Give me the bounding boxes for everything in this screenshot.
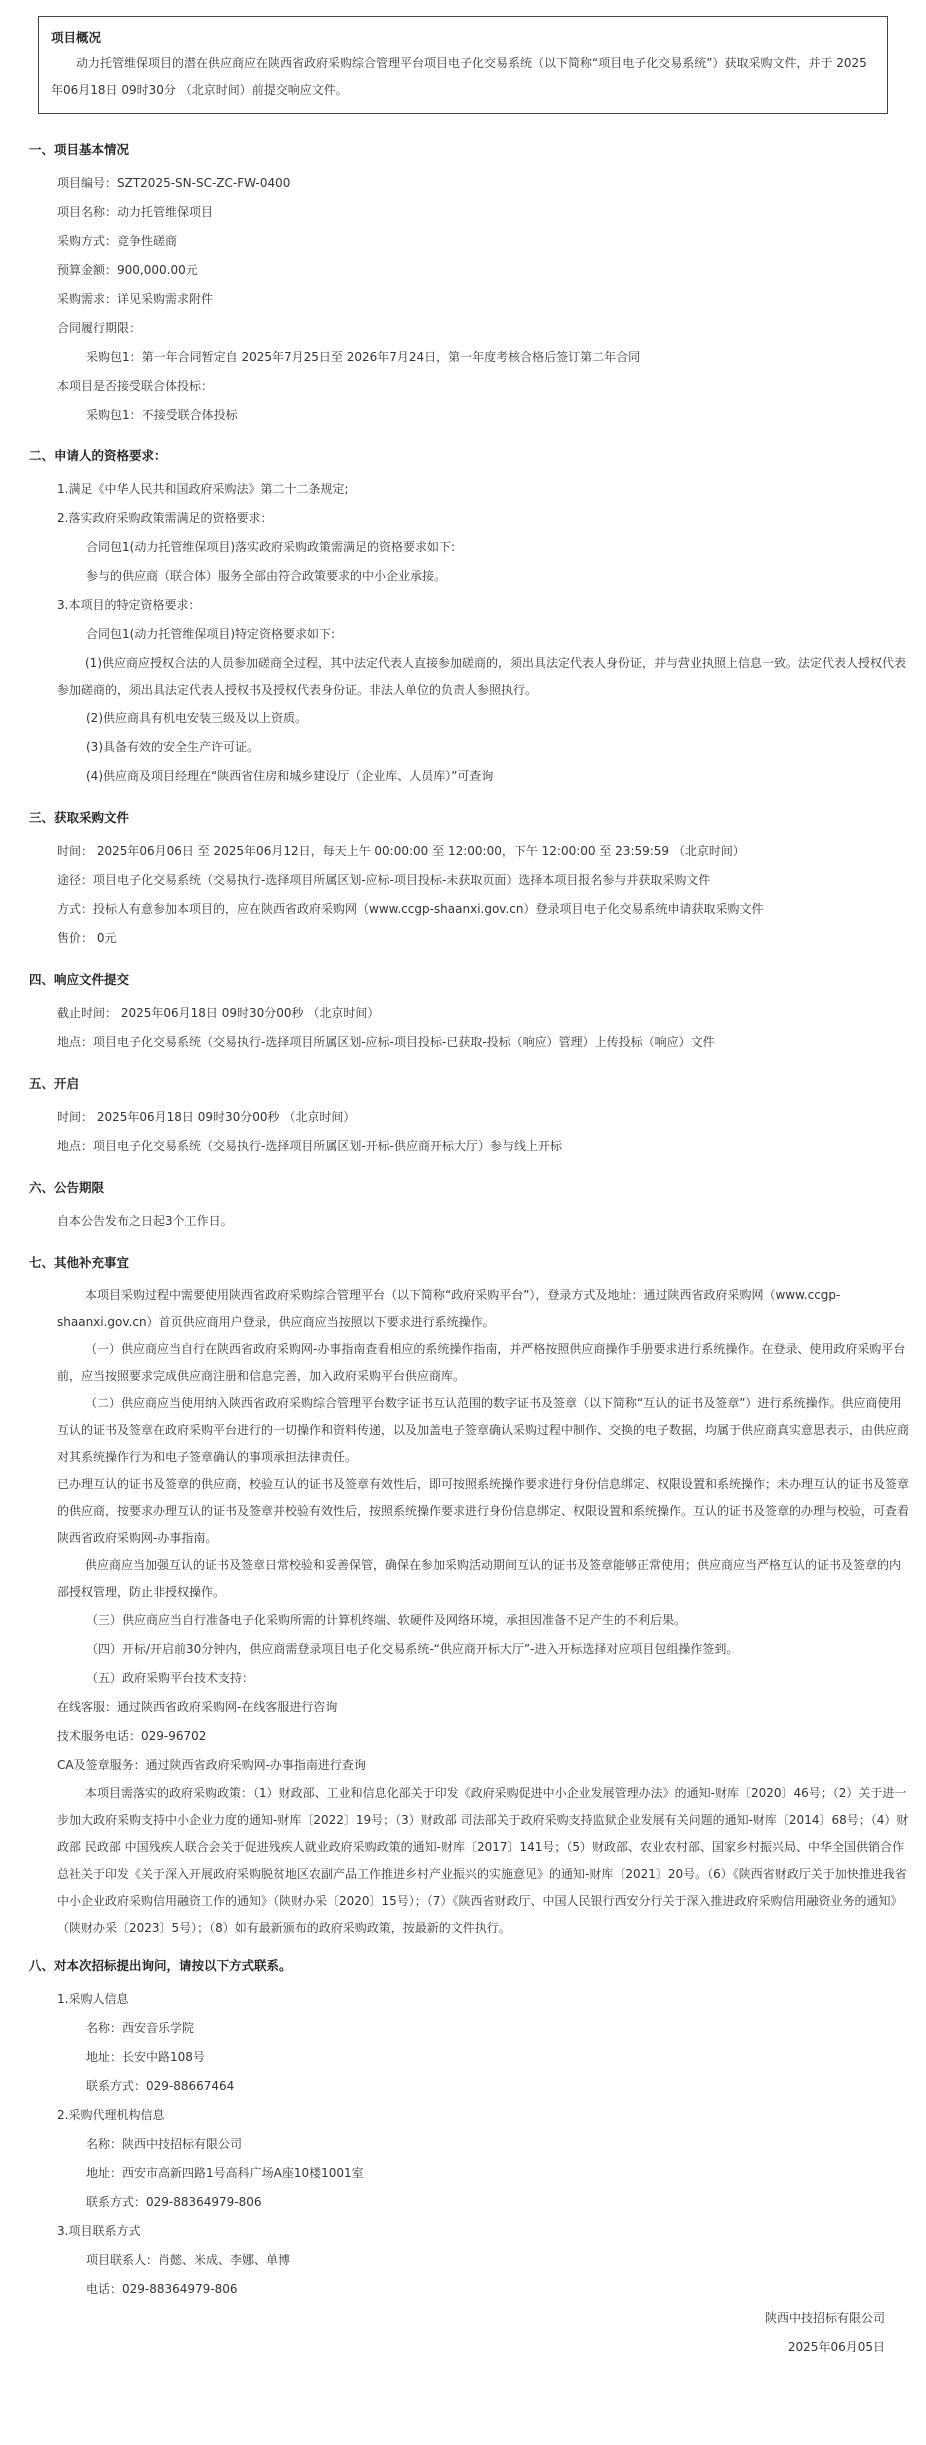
special-requirement: (3)具备有效的安全生产许可证。 <box>86 740 259 754</box>
agency-address: 地址：西安市高新四路1号高科广场A座10楼1001室 <box>86 2166 364 2180</box>
supplementary-paragraph: （四）开标/开启前30分钟内，供应商需登录项目电子化交易系统-“供应商开标大厅”-进入开标选择对应项目包组操作签到。 <box>86 1642 739 1656</box>
obtain-method: 方式：投标人有意参加本项目的，应在陕西省政府采购网（www.ccgp-shaanxi.gov.cn）登录项目电子化交易系统申请获取采购文件 <box>57 902 764 916</box>
agency-name: 名称：陕西中技招标有限公司 <box>86 2137 243 2151</box>
submission-deadline: 截止时间： 2025年06月18日 09时30分00秒 （北京时间） <box>57 1006 380 1020</box>
procurement-method: 采购方式：竞争性磋商 <box>57 234 178 248</box>
agency-phone: 联系方式：029-88364979-806 <box>86 2195 262 2209</box>
online-service: 在线客服：通过陕西省政府采购网-在线客服进行咨询 <box>57 1700 338 1714</box>
section-submission <box>29 970 909 1057</box>
tech-support-phone: 技术服务电话：029-96702 <box>57 1729 207 1743</box>
project-number: 项目编号：SZT2025-SN-SC-ZC-FW-0400 <box>57 176 291 190</box>
supplementary-paragraph: （一）供应商应当自行在陕西省政府采购网-办事指南查看相应的系统操作指南，并严格按照供应商操作手册要求进行系统操作。在登录、使用政府采购平台前，应当按照要求完成供应商注册和信息完善，加入政府采购平台供应商库。 <box>57 1342 906 1383</box>
special-requirement: (4)供应商及项目经理在“陕西省住房和城乡建设厅（企业库、人员库）”可查询 <box>86 769 494 783</box>
section-title: 六、公告期限 <box>29 1180 105 1195</box>
ca-service: CA及签章服务：通过陕西省政府采购网-办事指南进行查询 <box>57 1758 366 1772</box>
section-obtain-documents <box>29 808 909 953</box>
signature-org: 陕西中技招标有限公司 <box>764 2311 885 2325</box>
section-title: 七、其他补充事宜 <box>29 1255 130 1270</box>
agency-info-heading: 2.采购代理机构信息 <box>57 2108 165 2122</box>
section-title: 五、开启 <box>29 1076 80 1091</box>
buyer-name: 名称：西安音乐学院 <box>86 2021 195 2035</box>
qualification-item: 3.本项目的特定资格要求： <box>57 598 201 612</box>
submission-place: 地点：项目电子化交易系统（交易执行-选择项目所属区划-应标-项目投标-已获取-投标（响应）管理）上传投标（响应）文件 <box>57 1035 715 1049</box>
opening-time: 时间： 2025年06月18日 09时30分00秒 （北京时间） <box>57 1110 356 1124</box>
section-title: 三、获取采购文件 <box>29 810 130 825</box>
document-price: 售价： 0元 <box>57 931 117 945</box>
opening-place: 地点：项目电子化交易系统（交易执行-选择项目所属区划-开标-供应商开标大厅）参与线上开标 <box>57 1139 562 1153</box>
overview-title: 项目概况 <box>51 30 102 45</box>
budget-amount: 预算金额：900,000.00元 <box>57 263 198 277</box>
obtain-time: 时间： 2025年06月06日 至 2025年06月12日，每天上午 00:00:00 至 12:00:00，下午 12:00:00 至 23:59:59 （北京时间） <box>57 844 745 858</box>
section-supplementary <box>29 1253 909 1942</box>
buyer-info-heading: 1.采购人信息 <box>57 1992 129 2006</box>
policy-paragraph: 本项目需落实的政府采购政策：（1）财政部、工业和信息化部关于印发《政府采购促进中小企业发展管理办法》的通知-财库〔2020〕46号；（2）关于进一步加大政府采购支持中小企业力度的通知-财库〔2022〕19号；（3）财政部 司法部关于政府采购支持监狱企业发展有关问题的通知-财库〔2014〕68号；（4）财政部 民政部 中国残疾人联合会关于促进残疾人就业政府采购政策的通知-财库〔2017〕141号；（5）财政部、农业农村部、国家乡村振兴局、中华全国供销合作总社关于印发《关于深入开展政府采购脱贫地区农副产品工作推进乡村产业振兴的实施意见》的通知-财库〔2021〕20号。（6）《陕西省财政厅关于加快推进我省中小企业政府采购信用融资工作的通知》（陕财办采〔2020〕15号）；（7）《陕西省财政厅、中国人民银行西安分行关于深入推进政府采购信用融资业务的通知》（陕财办采〔2023〕5号）；（8）如有最新颁布的政府采购政策，按最新的文件执行。 <box>57 1786 909 1935</box>
qualification-item: 2.落实政府采购政策需满足的资格要求： <box>57 511 273 525</box>
project-overview-box <box>38 16 888 114</box>
section-title: 二、申请人的资格要求： <box>29 448 167 463</box>
contract-period-label: 合同履行期限： <box>57 321 142 335</box>
supplementary-paragraph: （二）供应商应当使用纳入陕西省政府采购综合管理平台数字证书互认范围的数字证书及签章（以下简称“互认的证书及签章”）进行系统操作。供应商使用互认的证书及签章在政府采购平台进行的一切操作和资料传递，以及加盖电子签章确认采购过程中制作、交换的电子数据，均属于供应商真实意思表示，由供应商对其系统操作行为和电子签章确认的事项承担法律责任。 <box>57 1396 910 1464</box>
consortium-label: 本项目是否接受联合体投标： <box>57 379 214 393</box>
project-contact-heading: 3.项目联系方式 <box>57 2224 141 2238</box>
supplementary-paragraph: 本项目采购过程中需要使用陕西省政府采购综合管理平台（以下简称“政府采购平台”），登录方式及地址：通过陕西省政府采购网（www.ccgp-shaanxi.gov.cn）首页供应商用户登录，供应商应当按照以下要求进行系统操作。 <box>57 1288 841 1329</box>
signature-date: 2025年06月05日 <box>787 2340 885 2354</box>
section-contact <box>29 1956 909 2304</box>
qualification-subitem: 参与的供应商（联合体）服务全部由符合政策要求的中小企业承接。 <box>86 569 447 583</box>
project-name: 项目名称：动力托管维保项目 <box>57 205 214 219</box>
notice-period-text: 自本公告发布之日起3个工作日。 <box>57 1214 233 1228</box>
section-basic-info <box>29 140 909 430</box>
section-notice-period <box>29 1178 909 1236</box>
qualification-subitem: 合同包1(动力托管维保项目)落实政府采购政策需满足的资格要求如下: <box>86 540 456 554</box>
qualification-item: 1.满足《中华人民共和国政府采购法》第二十二条规定; <box>57 482 349 496</box>
project-contact-phone: 电话：029-88364979-806 <box>86 2282 238 2296</box>
overview-text: 动力托管维保项目的潜在供应商应在陕西省政府采购综合管理平台项目电子化交易系统（以下简称“项目电子化交易系统”）获取采购文件，并于 2025年06月18日 09时30分 （北京时间）前提交响应文件。 <box>51 56 867 97</box>
buyer-phone: 联系方式：029-88667464 <box>86 2079 235 2093</box>
obtain-way: 途径：项目电子化交易系统（交易执行-选择项目所属区划-应标-项目投标-未获取页面）选择本项目报名参与并获取采购文件 <box>57 873 711 887</box>
supplementary-paragraph: 供应商应当加强互认的证书及签章日常校验和妥善保管，确保在参加采购活动期间互认的证书及签章能够正常使用；供应商应当严格互认的证书及签章的内部授权管理，防止非授权操作。 <box>57 1558 902 1599</box>
procurement-needs: 采购需求：详见采购需求附件 <box>57 292 214 306</box>
buyer-address: 地址：长安中路108号 <box>86 2050 205 2064</box>
qualification-subitem: 合同包1(动力托管维保项目)特定资格要求如下: <box>86 627 336 641</box>
section-title: 八、对本次招标提出询问，请按以下方式联系。 <box>29 1958 292 1973</box>
special-requirement: (1)供应商应授权合法的人员参加磋商全过程，其中法定代表人直接参加磋商的，须出具法定代表人身份证，并与营业执照上信息一致。法定代表人授权代表参加磋商的，须出具法定代表人授权书及授权代表身份证。非法人单位的负责人参照执行。 <box>57 656 907 697</box>
project-contacts: 项目联系人：肖懿、米成、李娜、单博 <box>86 2253 291 2267</box>
special-requirement: (2)供应商具有机电安装三级及以上资质。 <box>86 711 307 725</box>
section-title: 四、响应文件提交 <box>29 972 130 987</box>
consortium-package: 采购包1：不接受联合体投标 <box>86 408 238 422</box>
supplementary-paragraph: 已办理互认的证书及签章的供应商，校验互认的证书及签章有效性后，即可按照系统操作要求进行身份信息绑定、权限设置和系统操作；未办理互认的证书及签章的供应商，按要求办理互认的证书及签章并校验有效性后，按照系统操作要求进行身份信息绑定、权限设置和系统操作。互认的证书及签章的办理与校验，可查看陕西省政府采购网-办事指南。 <box>57 1477 910 1545</box>
section-qualifications <box>29 446 909 791</box>
contract-period-package: 采购包1：第一年合同暂定自 2025年7月25日至 2026年7月24日，第一年度考核合格后签订第二年合同 <box>86 350 641 364</box>
supplementary-paragraph: （五）政府采购平台技术支持： <box>86 1671 255 1685</box>
section-title: 一、项目基本情况 <box>29 142 130 157</box>
section-opening <box>29 1074 909 1161</box>
announcement-content <box>29 140 909 2362</box>
supplementary-paragraph: （三）供应商应当自行准备电子化采购所需的计算机终端、软硬件及网络环境，承担因准备不足产生的不利后果。 <box>86 1613 687 1627</box>
